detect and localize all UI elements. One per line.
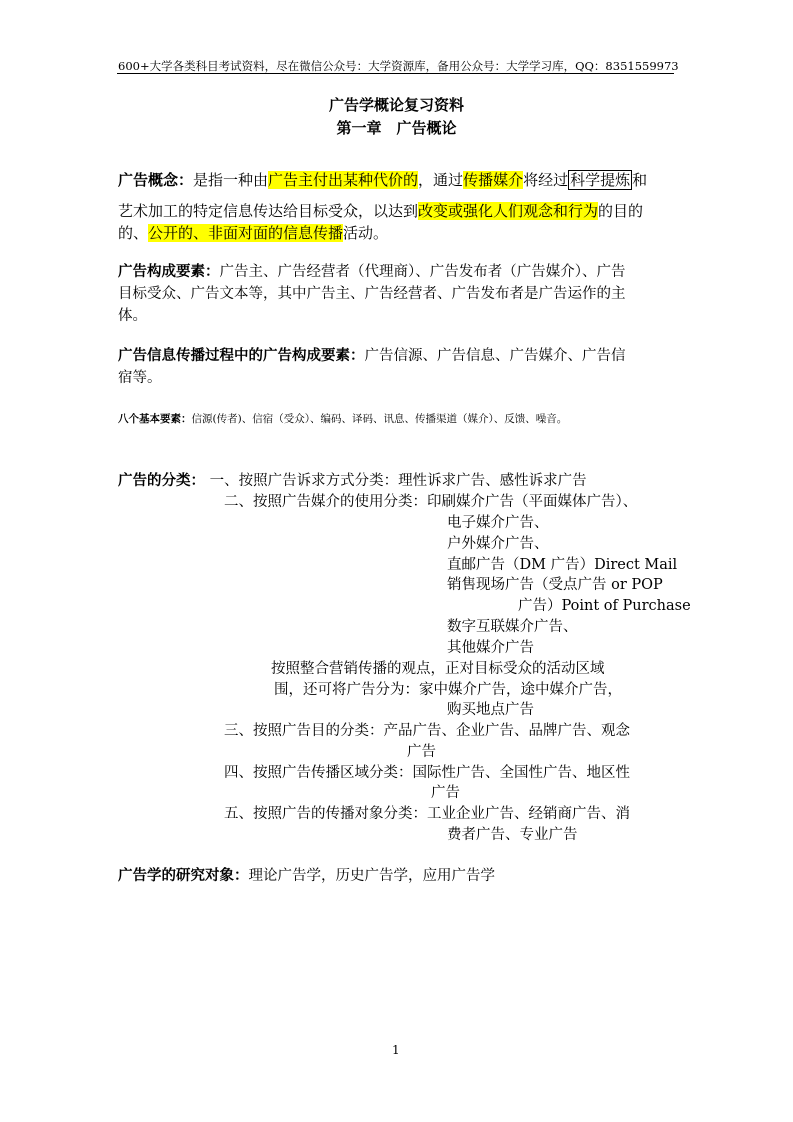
class-line: 围，还可将广告分为：家中媒介广告，途中媒介广告， [274, 682, 622, 698]
class-line: 购买地点广告 [447, 702, 534, 718]
class-line: 五、按照广告的传播对象分类：工业企业广告、经销商广告、消 [224, 806, 630, 822]
text: 活动。 [343, 224, 389, 242]
class-line: 数字互联媒介广告、 [447, 619, 578, 635]
text: 将经过 [523, 171, 569, 189]
eight-elements [118, 409, 567, 429]
elements-line-2: 目标受众、广告文本等，其中广告主、广告经营者、广告发布者是广告运作的主 [118, 286, 626, 302]
class-line: 广告）Point of Purchase [518, 598, 691, 614]
highlight: 广告主付出某种代价的 [268, 171, 419, 189]
research-line [118, 866, 495, 886]
highlight: 传播媒介 [463, 171, 524, 189]
class-line [118, 471, 587, 491]
boxed-text: 科学提炼 [570, 171, 631, 189]
class-line: 广告 [431, 785, 460, 801]
elements-label: 广告构成要素： [118, 264, 220, 280]
research-label: 广告学的研究对象： [118, 868, 249, 884]
text: 是指一种由 [193, 171, 269, 189]
text: ，通过 [418, 171, 464, 189]
class-line: 广告 [407, 744, 436, 760]
text: 的、 [118, 224, 149, 242]
text: 理论广告学，历史广告学，应用广告学 [248, 868, 495, 884]
classification-label: 广告的分类： [118, 473, 205, 489]
text: 一、按照广告诉求方式分类：理性诉求广告、感性诉求广告 [209, 473, 587, 489]
eight-label: 八个基本要素： [118, 413, 192, 425]
class-line: 按照整合营销传播的观点，正对目标受众的活动区域 [271, 661, 605, 677]
highlight: 改变或强化人们观念和行为 [418, 202, 599, 220]
header-rule [117, 73, 674, 74]
process-line-1 [118, 346, 626, 366]
concept-line-1 [118, 170, 647, 190]
class-line: 销售现场广告（受点广告 or POP [447, 577, 663, 593]
process-label: 广告信息传播过程中的广告构成要素： [118, 348, 365, 364]
class-line: 直邮广告（DM 广告）Direct Mail [447, 557, 678, 573]
text: 艺术加工的特定信息传达给目标受众，以达到 [118, 202, 419, 220]
document-title: 广告学概论复习资料 [328, 96, 464, 114]
class-line: 电子媒介广告、 [447, 515, 549, 531]
class-line: 四、按照广告传播区域分类：国际性广告、全国性广告、地区性 [224, 765, 630, 781]
text: 和 [632, 171, 648, 189]
text: 的目的 [598, 202, 644, 220]
class-line: 二、按照广告媒介的使用分类：印刷媒介广告（平面媒体广告）、 [224, 494, 638, 510]
highlight: 公开的、非面对面的信息传播 [148, 224, 344, 242]
text: 信源(传者)、信宿（受众）、编码、译码、讯息、传播渠道（媒介）、反馈、噪音。 [191, 413, 568, 425]
page-number: 1 [392, 1043, 400, 1057]
text: 广告信源、广告信息、广告媒介、广告信 [364, 348, 626, 364]
concept-line-3 [118, 223, 388, 243]
page-header: 600+大学各类科目考试资料，尽在微信公众号：大学资源库，备用公众号：大学学习库，QQ：8351559973 [118, 59, 679, 73]
class-line: 户外媒介广告、 [447, 536, 549, 552]
concept-label: 广告概念： [118, 171, 194, 189]
process-line-2: 宿等。 [118, 370, 162, 386]
class-line: 其他媒介广告 [447, 640, 534, 656]
class-line: 费者广告、专业广告 [447, 827, 578, 843]
class-line: 三、按照广告目的分类：产品广告、企业广告、品牌广告、观念 [224, 723, 630, 739]
elements-line-3: 体。 [118, 308, 147, 324]
elements-line-1 [118, 262, 626, 282]
concept-line-2 [118, 201, 643, 221]
chapter-title: 第一章 广告概论 [336, 119, 457, 137]
text: 广告主、广告经营者（代理商）、广告发布者（广告媒介）、广告 [219, 264, 626, 280]
